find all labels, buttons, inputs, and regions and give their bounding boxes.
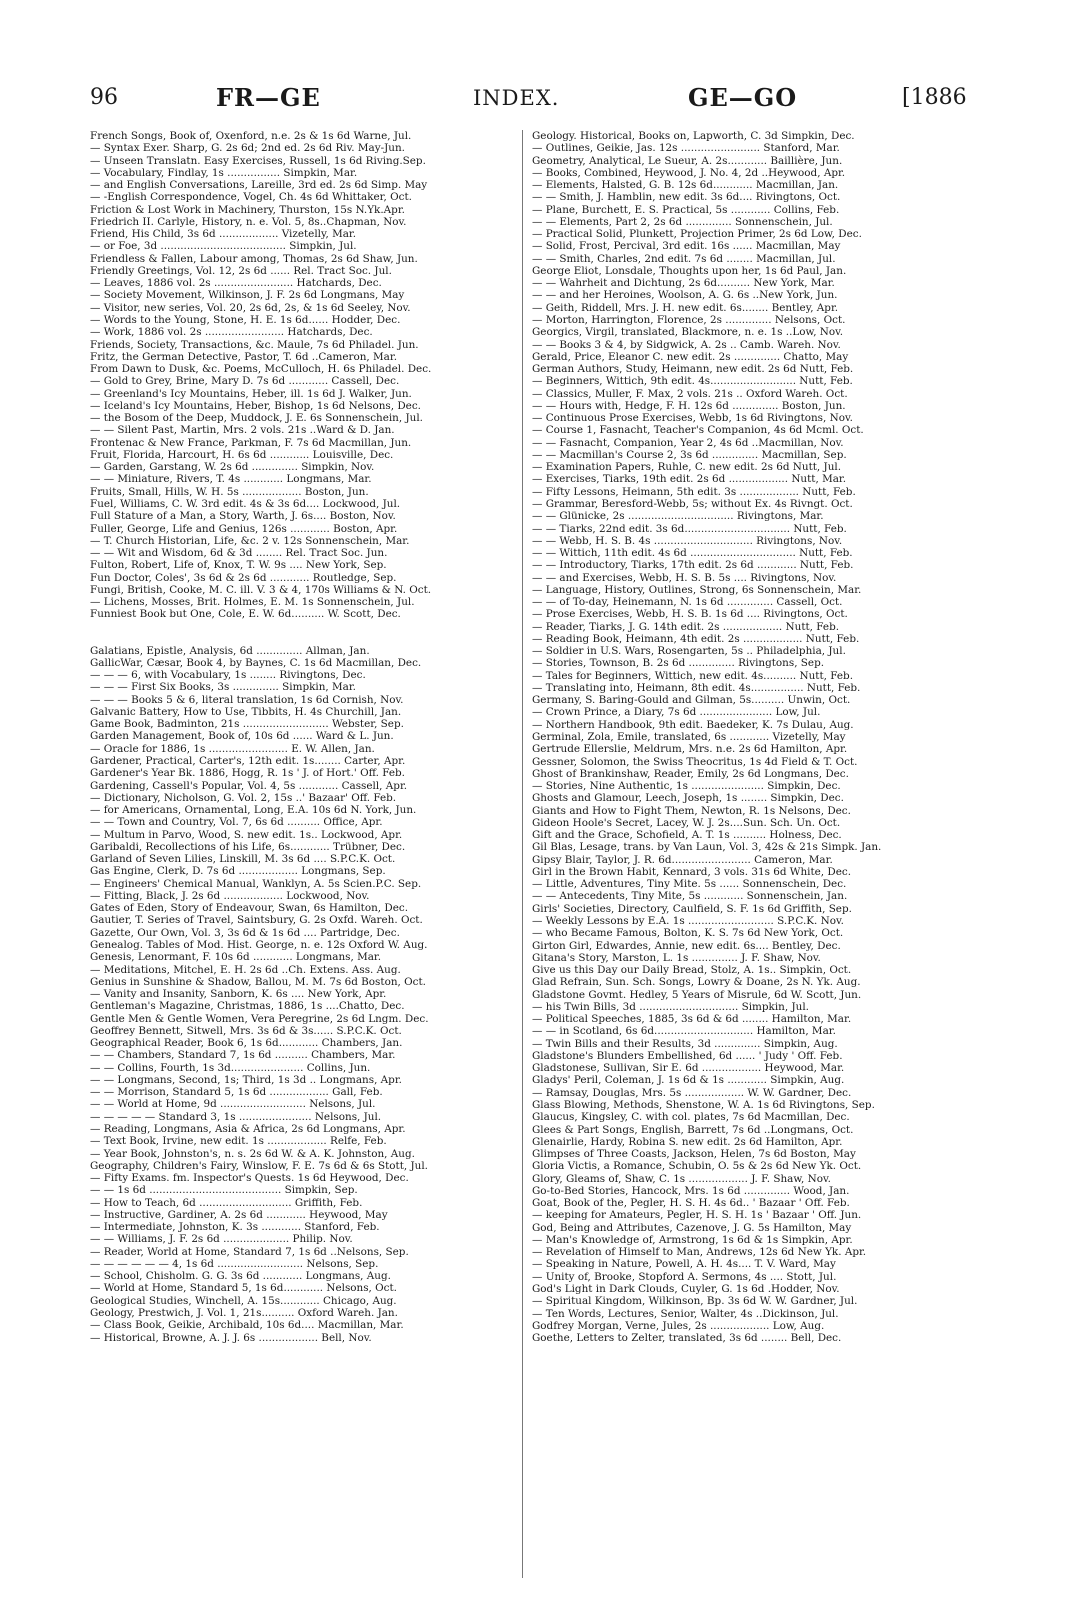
index-entry: — Solid, Frost, Percival, 3rd edit. 16s ...... Macmillan, May xyxy=(532,240,841,253)
index-entry: Galatians, Epistle, Analysis, 6d .............. Allman, Jan. xyxy=(90,644,370,657)
index-entry: Geology. Historical, Books on, Lapworth, C. 3d Simpkin, Dec. xyxy=(532,130,855,142)
page-number: 96 xyxy=(90,85,118,110)
index-entry: Fruit, Florida, Harcourt, H. 6s 6d ............ Louisville, Dec. xyxy=(90,448,394,461)
index-entry: Godfrey Morgan, Verne, Jules, 2s .................. Low, Aug. xyxy=(532,1319,825,1332)
index-entry: — and English Conversations, Lareille, 3rd ed. 2s 6d Simp. May xyxy=(90,179,428,192)
left-column-ga-entries xyxy=(90,645,520,1344)
index-entry: — Meditations, Mitchel, E. H. 2s 6d ..Ch. Extens. Ass. Aug. xyxy=(90,963,401,976)
index-entry: — — and Exercises, Webb, H. S. B. 5s .... Rivingtons, Nov. xyxy=(532,571,837,584)
index-entry: — Grammar, Beresford-Webb, 5s; without Ex. 4s Rivngt. Oct. xyxy=(532,497,853,510)
index-entry: — — Miniature, Rivers, T. 4s ............ Longmans, Mar. xyxy=(90,473,372,486)
index-entry: — Multum in Parvo, Wood, S. new edit. 1s.. Lockwood, Apr. xyxy=(90,828,403,841)
index-entry: — — Antecedents, Tiny Mite, 5s ............ Sonnenschein, Jan. xyxy=(532,890,848,903)
index-entry: Gladstone Govmt. Hedley, 5 Years of Misrule, 6d W. Scott, Jun. xyxy=(532,988,862,1001)
index-entry: Fuller, George, Life and Genius, 126s ............ Boston, Apr. xyxy=(90,522,398,535)
section-gap xyxy=(90,621,520,645)
index-entry: Gladstone's Blunders Embellished, 6d ...... ' Judy ' Off. Feb. xyxy=(532,1049,843,1062)
index-entry: Galvanic Battery, How to Use, Tibbits, H. 4s Churchill, Jan. xyxy=(90,705,402,718)
index-entry: — — — Books 5 & 6, literal translation, 1s 6d Cornish, Nov. xyxy=(90,693,404,706)
index-entry: — Ten Words, Lectures, Senior, Walter, 4s ..Dickinson, Jul. xyxy=(532,1307,839,1320)
page-title: INDEX. xyxy=(473,86,560,110)
index-entry: — Language, History, Outlines, Strong, 6s Sonnenschein, Mar. xyxy=(532,583,862,596)
page-header xyxy=(90,82,967,118)
index-entry: — — Macmillan's Course 2, 3s 6d .............. Macmillan, Sep. xyxy=(532,448,847,461)
index-entry: Geoffrey Bennett, Sitwell, Mrs. 3s 6d & 3s...... S.P.C.K. Oct. xyxy=(90,1024,402,1037)
index-entry: Gideon Hoole's Secret, Lacey, W. J. 2s....Sun. Sch. Un. Oct. xyxy=(532,816,841,829)
index-entry: Friends, Society, Transactions, &c. Maule, 7s 6d Philadel. Jun. xyxy=(90,338,419,351)
index-entry: — Intermediate, Johnston, K. 3s ............ Stanford, Feb. xyxy=(90,1221,380,1234)
index-entry: Gautier, T. Series of Travel, Saintsbury, G. 2s Oxfd. Wareh. Oct. xyxy=(90,914,423,927)
index-entry: Fungi, British, Cooke, M. C. ill. V. 3 & 4, 170s Williams & N. Oct. xyxy=(90,583,432,596)
index-entry: — — — — — — 4, 1s 6d .......................... Nelsons, Sep. xyxy=(90,1257,379,1270)
index-entry: Gardening, Cassell's Popular, Vol. 4, 5s ............ Cassell, Apr. xyxy=(90,779,408,792)
index-entry: — — in Scotland, 6s 6d.............................. Hamilton, Mar. xyxy=(532,1025,836,1038)
index-entry: — Unseen Translatn. Easy Exercises, Russell, 1s 6d Riving.Sep. xyxy=(90,154,426,167)
index-entry: Garibaldi, Recollections of his Life, 6s............ Trübner, Dec. xyxy=(90,840,406,853)
index-entry: Glory, Gleams of, Shaw, C. 1s .................. J. F. Shaw, Nov. xyxy=(532,1172,831,1185)
index-entry: Ghosts and Glamour, Leech, Joseph, 1s ........ Simpkin, Dec. xyxy=(532,792,844,805)
index-entry: — Soldier in U.S. Wars, Rosengarten, 5s .. Philadelphia, Jul. xyxy=(532,645,846,658)
index-entry: — Stories, Townson, B. 2s 6d .............. Rivingtons, Sep. xyxy=(532,657,825,670)
index-entry: German Authors, Study, Heimann, new edit. 2s 6d Nutt, Feb. xyxy=(532,363,854,376)
index-entry: Genesis, Lenormant, F. 10s 6d ............ Longmans, Mar. xyxy=(90,951,382,964)
index-entry: — for Americans, Ornamental, Long, E.A. 10s 6d N. York, Jun. xyxy=(90,804,417,817)
index-entry: Gentleman's Magazine, Christmas, 1886, 1s ....Chatto, Dec. xyxy=(90,1000,405,1013)
index-entry: — Speaking in Nature, Powell, A. H. 4s.... T. V. Ward, May xyxy=(532,1258,836,1271)
index-entry: Garden Management, Book of, 10s 6d ...... Ward & L. Jun. xyxy=(90,730,394,743)
index-entry: — — and her Heroines, Woolson, A. G. 6s ..New York, Jun. xyxy=(532,289,838,302)
index-entry: Gladstonese, Sullivan, Sir E. 6d .................. Heywood, Mar. xyxy=(532,1062,845,1075)
index-entry: Glees & Part Songs, English, Barrett, 7s 6d ..Longmans, Oct. xyxy=(532,1123,854,1136)
index-entry: — Tales for Beginners, Wittich, new edit. 4s.......... Nutt, Feb. xyxy=(532,669,854,682)
index-entry: From Dawn to Dusk, &c. Poems, McCulloch, H. 6s Philadel. Dec. xyxy=(90,363,432,376)
index-entry: — Engineers' Chemical Manual, Wanklyn, A. 5s Scien.P.C. Sep. xyxy=(90,877,422,890)
index-entry: — Vanity and Insanity, Sanborn, K. 6s .... New York, Apr. xyxy=(90,988,387,1001)
index-entry: Girl in the Brown Habit, Kennard, 3 vols. 31s 6d White, Dec. xyxy=(532,865,851,878)
index-entry: — Translating into, Heimann, 8th edit. 4s................ Nutt, Feb. xyxy=(532,681,861,694)
index-entry: — Greenland's Icy Mountains, Heber, ill. 1s 6d J. Walker, Jun. xyxy=(90,387,412,400)
index-entry: Give us this Day our Daily Bread, Stolz, A. 1s.. Simpkin, Oct. xyxy=(532,964,852,977)
index-entry: Fun Doctor, Coles', 3s 6d & 2s 6d ............ Routledge, Sep. xyxy=(90,571,397,584)
index-entry: Gardener's Year Bk. 1886, Hogg, R. 1s ' J. of Hort.' Off. Feb. xyxy=(90,767,405,780)
index-entry: — Society Movement, Wilkinson, J. F. 2s 6d Longmans, May xyxy=(90,289,405,302)
index-entry: — Political Speeches, 1885, 3s 6d & 6d ........ Hamilton, Mar. xyxy=(532,1013,852,1026)
index-entry: Game Book, Badminton, 21s .......................... Webster, Sep. xyxy=(90,718,404,731)
index-entry: — Reader, World at Home, Standard 7, 1s 6d ..Nelsons, Sep. xyxy=(90,1245,409,1258)
index-entry: Geometry, Analytical, Le Sueur, A. 2s............ Baillière, Jun. xyxy=(532,154,843,167)
index-entry: — — 1s 6d ........................................ Simpkin, Sep. xyxy=(90,1184,358,1197)
index-entry: Glaucus, Kingsley, C. with col. plates, 7s 6d Macmillan, Dec. xyxy=(532,1111,850,1124)
left-range-heading: FR—GE xyxy=(216,83,321,112)
index-entry: — Beginners, Wittich, 9th edit. 4s.......................... Nutt, Feb. xyxy=(532,375,853,388)
index-entry: Geology, Prestwich, J. Vol. 1, 21s.......... Oxford Wareh. Jan. xyxy=(90,1306,398,1319)
index-entry: Fritz, the German Detective, Pastor, T. 6d ..Cameron, Mar. xyxy=(90,350,398,363)
left-column xyxy=(90,130,520,1344)
index-entry: French Songs, Book of, Oxenford, n.e. 2s & 1s 6d Warne, Jul. xyxy=(90,130,412,142)
index-entry: — Books, Combined, Heywood, J. No. 4, 2d ..Heywood, Apr. xyxy=(532,166,846,179)
index-entry: — Geith, Riddell, Mrs. J. H. new edit. 6s........ Bentley, Apr. xyxy=(532,301,839,314)
index-entry: Georgics, Virgil, translated, Blackmore, n. e. 1s ..Low, Nov. xyxy=(532,326,844,339)
index-entry: — Iceland's Icy Mountains, Heber, Bishop, 1s 6d Nelsons, Dec. xyxy=(90,399,421,412)
index-entry: — Reading Book, Heimann, 4th edit. 2s .................. Nutt, Feb. xyxy=(532,632,860,645)
index-entry: Gentle Men & Gentle Women, Vera Peregrine, 2s 6d Lngm. Dec. xyxy=(90,1012,429,1025)
index-entry: — Reader, Tiarks, J. G. 14th edit. 2s .................. Nutt, Feb. xyxy=(532,620,840,633)
index-entry: — How to Teach, 6d ............................ Griffith, Feb. xyxy=(90,1196,363,1209)
index-entry: Gazette, Our Own, Vol. 3, 3s 6d & 1s 6d .... Partridge, Dec. xyxy=(90,926,400,939)
index-entry: Fuel, Williams, C. W. 3rd edit. 4s & 3s 6d.... Lockwood, Jul. xyxy=(90,497,401,510)
index-entry: Full Stature of a Man, a Story, Warth, J. 6s.... Boston, Nov. xyxy=(90,510,396,523)
index-entry: — Instructive, Gardiner, A. 2s 6d ............ Heywood, May xyxy=(90,1208,388,1221)
index-entry: Goethe, Letters to Zelter, translated, 3s 6d ........ Bell, Dec. xyxy=(532,1332,842,1345)
index-entry: Friendly Greetings, Vol. 12, 2s 6d ...... Rel. Tract Soc. Jul. xyxy=(90,264,392,277)
index-entry: — Visitor, new series, Vol. 20, 2s 6d, 2s, & 1s 6d Seeley, Nov. xyxy=(90,301,411,314)
index-entry: — Unity of, Brooke, Stopford A. Sermons, 4s .... Stott, Jul. xyxy=(532,1270,837,1283)
index-entry: — Stories, Nine Authentic, 1s ...................... Simpkin, Dec. xyxy=(532,780,841,793)
index-entry: — — — First Six Books, 3s .............. Simpkin, Mar. xyxy=(90,681,356,694)
index-entry: Gessner, Solomon, the Swiss Theocritus, 1s 4d Field & T. Oct. xyxy=(532,755,858,768)
right-column-entries xyxy=(532,130,962,1344)
index-entry: Gil Blas, Lesage, trans. by Van Laun, Vol. 3, 42s & 21s Simpk. Jan. xyxy=(532,841,882,854)
index-entry: — Historical, Browne, A. J. J. 6s .................. Bell, Nov. xyxy=(90,1331,372,1344)
index-entry: — Gold to Grey, Brine, Mary D. 7s 6d ............ Cassell, Dec. xyxy=(90,375,400,388)
index-entry: Gladys' Peril, Coleman, J. 1s 6d & 1s ............ Simpkin, Aug. xyxy=(532,1074,845,1087)
index-entry: — Morton, Harrington, Florence, 2s .............. Nelsons, Oct. xyxy=(532,313,846,326)
index-entry: Gates of Eden, Story of Endeavour, Swan, 6s Hamilton, Dec. xyxy=(90,902,408,915)
index-entry: Go-to-Bed Stories, Hancock, Mrs. 1s 6d .............. Wood, Jan. xyxy=(532,1184,850,1197)
index-entry: — Twin Bills and their Results, 3d .............. Simpkin, Aug. xyxy=(532,1037,838,1050)
index-entry: — — Morrison, Standard 5, 1s 6d .................. Gall, Feb. xyxy=(90,1086,383,1099)
index-entry: — Weekly Lessons by E.A. 1s .......................... S.P.C.K. Nov. xyxy=(532,915,844,927)
index-entry: Glenairlie, Hardy, Robina S. new edit. 2s 6d Hamilton, Apr. xyxy=(532,1135,843,1148)
index-entry: God, Being and Attributes, Cazenove, J. G. 5s Hamilton, May xyxy=(532,1221,852,1234)
index-entry: — Course 1, Fasnacht, Teacher's Companion, 4s 6d Mcml. Oct. xyxy=(532,424,864,437)
index-entry: — — Elements, Part 2, 2s 6d .............. Sonnenschein, Jul. xyxy=(532,215,833,228)
index-entry: — Elements, Halsted, G. B. 12s 6d............ Macmillan, Jan. xyxy=(532,179,839,192)
index-entry: Gitana's Story, Marston, L. 1s .............. J. F. Shaw, Nov. xyxy=(532,951,821,964)
index-entry: — Revelation of Himself to Man, Andrews, 12s 6d New Yk. Apr. xyxy=(532,1246,867,1259)
index-entry: Friedrich II. Carlyle, History, n. e. Vol. 5, 8s..Chapman, Nov. xyxy=(90,215,407,228)
index-entry: — — Wit and Wisdom, 6d & 3d ........ Rel. Tract Soc. Jun. xyxy=(90,547,388,560)
index-entry: Friction & Lost Work in Machinery, Thurston, 15s N.Yk.Apr. xyxy=(90,203,405,216)
index-entry: — who Became Famous, Bolton, K. S. 7s 6d New York, Oct. xyxy=(532,927,844,940)
index-entry: — — Smith, Charles, 2nd edit. 7s 6d ........ Macmillan, Jul. xyxy=(532,252,836,265)
index-entry: Gas Engine, Clerk, D. 7s 6d .................. Longmans, Sep. xyxy=(90,865,386,878)
index-entry: — — Fasnacht, Companion, Year 2, 4s 6d ..Macmillan, Nov. xyxy=(532,436,844,449)
index-entry: Gardener, Practical, Carter's, 12th edit. 1s........ Carter, Apr. xyxy=(90,755,406,768)
index-entry: Glass Blowing, Methods, Shenstone, W. A. 1s 6d Rivingtons, Sep. xyxy=(532,1098,875,1111)
index-entry: — — Smith, J. Hamblin, new edit. 3s 6d.... Rivingtons, Oct. xyxy=(532,191,841,204)
index-entry: Friend, His Child, 3s 6d .................. Vizetelly, Mar. xyxy=(90,228,357,241)
left-column-fr-entries xyxy=(90,130,520,621)
index-entry: — School, Chisholm. G. G. 3s 6d ............ Longmans, Aug. xyxy=(90,1270,391,1283)
column-divider xyxy=(522,130,523,1578)
index-entry: — Leaves, 1886 vol. 2s ........................ Hatchards, Dec. xyxy=(90,277,382,290)
index-entry: — — Introductory, Tiarks, 17th edit. 2s 6d ............ Nutt, Feb. xyxy=(532,559,854,572)
index-entry: Geographical Reader, Book 6, 1s 6d............ Chambers, Jan. xyxy=(90,1037,403,1050)
index-entry: — — Wittich, 11th edit. 4s 6d ................................ Nutt, Feb. xyxy=(532,547,853,560)
index-entry: — World at Home, Standard 5, 1s 6d............ Nelsons, Oct. xyxy=(90,1282,397,1295)
index-entry: — Words to the Young, Stone, H. E. 1s 6d...... Hodder, Dec. xyxy=(90,313,401,326)
index-entry: — Fitting, Black, J. 2s 6d .................. Lockwood, Nov. xyxy=(90,889,370,902)
index-entry: — — Longmans, Second, 1s; Third, 1s 3d .. Longmans, Apr. xyxy=(90,1073,402,1086)
index-entry: — Examination Papers, Ruhle, C. new edit. 2s 6d Nutt, Jul. xyxy=(532,461,842,474)
index-entry: Girton Girl, Edwardes, Annie, new edit. 6s.... Bentley, Dec. xyxy=(532,939,841,952)
index-entry: Girls' Societies, Directory, Caulfield, S. F. 1s 6d Griffith, Sep. xyxy=(532,902,852,915)
index-entry: — the Bosom of the Deep, Muddock, J. E. 6s Sonnenschein, Jul. xyxy=(90,412,423,425)
index-entry: — — Silent Past, Martin, Mrs. 2 vols. 21s ..Ward & D. Jan. xyxy=(90,424,395,437)
index-entry: — — World at Home, 9d .......................... Nelsons, Jul. xyxy=(90,1098,376,1111)
index-entry: Gipsy Blair, Taylor, J. R. 6d........................ Cameron, Mar. xyxy=(532,853,833,866)
index-entry: — — Tiarks, 22nd edit. 3s 6d................................ Nutt, Feb. xyxy=(532,522,847,535)
index-entry: — — of To-day, Heinemann, N. 1s 6d .............. Cassell, Oct. xyxy=(532,596,843,609)
index-entry: — — Books 3 & 4, by Sidgwick, A. 2s .. Camb. Wareh. Nov. xyxy=(532,338,841,351)
index-entry: Garland of Seven Lilies, Linskill, M. 3s 6d .... S.P.C.K. Oct. xyxy=(90,853,396,866)
index-entry: Gertrude Ellerslie, Meldrum, Mrs. n.e. 2s 6d Hamilton, Apr. xyxy=(532,743,848,756)
index-entry: — Reading, Longmans, Asia & Africa, 2s 6d Longmans, Apr. xyxy=(90,1122,406,1135)
index-entry: Ghost of Brankinshaw, Reader, Emily, 2s 6d Longmans, Dec. xyxy=(532,767,849,780)
index-entry: — — Chambers, Standard 7, 1s 6d .......... Chambers, Mar. xyxy=(90,1049,396,1062)
index-entry: Glad Refrain, Sun. Sch. Songs, Lowry & Doane, 2s N. Yk. Aug. xyxy=(532,976,861,989)
index-entry: — Spiritual Kingdom, Wilkinson, Bp. 3s 6d W. W. Gardner, Jul. xyxy=(532,1295,858,1308)
index-entry: Giants and How to Fight Them, Newton, R. 1s Nelsons, Dec. xyxy=(532,804,851,817)
index-entry: — Year Book, Johnston's, n. s. 2s 6d W. & A. K. Johnston, Aug. xyxy=(90,1147,415,1160)
index-entry: Genius in Sunshine & Shadow, Ballou, M. M. 7s 6d Boston, Oct. xyxy=(90,975,426,988)
index-entry: Genealog. Tables of Mod. Hist. George, n. e. 12s Oxford W. Aug. xyxy=(90,939,428,951)
index-entry: — Vocabulary, Findlay, 1s ................ Simpkin, Mar. xyxy=(90,166,358,179)
index-entry: — Plane, Burchett, E. S. Practical, 5s ............ Collins, Feb. xyxy=(532,203,840,216)
index-entry: — — — — — Standard 3, 1s ...................... Nelsons, Jul. xyxy=(90,1110,382,1123)
index-entry: — — Glünicke, 2s ................................ Rivingtons, Mar. xyxy=(532,510,824,523)
right-range-heading: GE—GO xyxy=(688,83,798,112)
index-entry: Friendless & Fallen, Labour among, Thomas, 2s 6d Shaw, Jun. xyxy=(90,252,418,265)
index-entry: — Dictionary, Nicholson, G. Vol. 2, 15s ..' Bazaar' Off. Feb. xyxy=(90,791,397,804)
index-entry: — — — 6, with Vocabulary, 1s ........ Rivingtons, Dec. xyxy=(90,669,366,682)
index-entry: — Exercises, Tiarks, 19th edit. 2s 6d .................. Nutt, Mar. xyxy=(532,473,847,486)
index-entry: — Northern Handbook, 9th edit. Baedeker, K. 7s Dulau, Aug. xyxy=(532,718,854,731)
index-entry: Gloria Victis, a Romance, Schubin, O. 5s & 2s 6d New Yk. Oct. xyxy=(532,1160,862,1173)
index-entry: — or Foe, 3d ...................................... Simpkin, Jul. xyxy=(90,240,357,253)
index-entry: — — Webb, H. S. B. 4s .............................. Rivingtons, Nov. xyxy=(532,534,843,547)
index-entry: — Class Book, Geikie, Archibald, 10s 6d.... Macmillan, Mar. xyxy=(90,1319,404,1332)
index-entry: — — Collins, Fourth, 1s 3d...................... Collins, Jun. xyxy=(90,1061,371,1074)
index-entry: — Oracle for 1886, 1s ........................ E. W. Allen, Jan. xyxy=(90,742,375,755)
index-entry: — Garden, Garstang, W. 2s 6d .............. Simpkin, Nov. xyxy=(90,461,375,474)
index-entry: — Prose Exercises, Webb, H. S. B. 1s 6d .... Rivingtons, Oct. xyxy=(532,608,848,621)
year-heading: [1886 xyxy=(902,85,967,110)
index-entry: Germany, S. Baring-Gould and Gilman, 5s.......... Unwin, Oct. xyxy=(532,694,851,707)
index-entry: Fruits, Small, Hills, W. H. 5s .................. Boston, Jun. xyxy=(90,485,369,498)
index-entry: — Lichens, Mosses, Brit. Holmes, E. M. 1s Sonnenschein, Jul. xyxy=(90,596,415,609)
index-entry: — Ramsay, Douglas, Mrs. 5s .................. W. W. Gardner, Dec. xyxy=(532,1086,852,1099)
index-entry: — Outlines, Geikie, Jas. 12s ........................ Stanford, Mar. xyxy=(532,142,840,155)
index-entry: — Crown Prince, a Diary, 7s 6d ...................... Low, Jul. xyxy=(532,706,821,719)
index-entry: Geological Studies, Winchell, A. 15s............ Chicago, Aug. xyxy=(90,1294,397,1307)
index-entry: — Practical Solid, Plunkett, Projection Primer, 2s 6d Low, Dec. xyxy=(532,228,862,241)
index-entry: — -English Correspondence, Vogel, Ch. 4s 6d Whittaker, Oct. xyxy=(90,191,412,204)
index-entry: — Syntax Exer. Sharp, G. 2s 6d; 2nd ed. 2s 6d Riv. May-Jun. xyxy=(90,142,405,155)
index-entry: — — Williams, J. F. 2s 6d .................... Philip. Nov. xyxy=(90,1233,353,1246)
index-entry: Glimpses of Three Coasts, Jackson, Helen, 7s 6d Boston, May xyxy=(532,1148,856,1161)
index-entry: — — Wahrheit and Dichtung, 2s 6d.......... New York, Mar. xyxy=(532,277,835,290)
index-entry: — Classics, Muller, F. Max, 2 vols. 21s .. Oxford Wareh. Oct. xyxy=(532,387,848,400)
index-entry: — Text Book, Irvine, new edit. 1s .................. Relfe, Feb. xyxy=(90,1135,387,1148)
index-entry: Funniest Book but One, Cole, E. W. 6d.......... W. Scott, Dec. xyxy=(90,608,401,621)
index-entry: Gerald, Price, Eleanor C. new edit. 2s .............. Chatto, May xyxy=(532,350,849,363)
index-entry: — keeping for Amateurs, Pegler, H. S. H. 1s ' Bazaar ' Off. Jun. xyxy=(532,1209,862,1222)
index-entry: — Little, Adventures, Tiny Mite. 5s ...... Sonnenschein, Dec. xyxy=(532,878,847,891)
index-entry: — Man's Knowledge of, Armstrong, 1s 6d & 1s Simpkin, Apr. xyxy=(532,1233,853,1246)
index-entry: Frontenac & New France, Parkman, F. 7s 6d Macmillan, Jun. xyxy=(90,436,412,449)
index-entry: GallicWar, Cæsar, Book 4, by Baynes, C. 1s 6d Macmillan, Dec. xyxy=(90,656,422,669)
index-entry: Fulton, Robert, Life of, Knox, T. W. 9s .... New York, Sep. xyxy=(90,559,387,572)
index-entry: Germinal, Zola, Emile, translated, 6s ............ Vizetelly, May xyxy=(532,731,846,744)
index-entry: — T. Church Historian, Life, &c. 2 v. 12s Sonnenschein, Mar. xyxy=(90,534,410,547)
index-entry: George Eliot, Lonsdale, Thoughts upon her, 1s 6d Paul, Jan. xyxy=(532,264,847,277)
index-entry: — — Hours with, Hedge, F. H. 12s 6d .............. Boston, Jun. xyxy=(532,399,846,412)
index-entry: Goat, Book of the, Pegler, H. S. H. 4s 6d.. ' Bazaar ' Off. Feb. xyxy=(532,1197,850,1210)
index-entry: — — Town and Country, Vol. 7, 6s 6d .......... Office, Apr. xyxy=(90,816,383,829)
right-column xyxy=(532,130,962,1344)
index-entry: Geography, Children's Fairy, Winslow, F. E. 7s 6d & 6s Stott, Jul. xyxy=(90,1159,428,1172)
index-entry: — Fifty Lessons, Heimann, 5th edit. 3s .................. Nutt, Feb. xyxy=(532,485,856,498)
index-entry: — Work, 1886 vol. 2s ........................ Hatchards, Dec. xyxy=(90,326,373,339)
index-entry: — his Twin Bills, 3d .............................. Simpkin, Jul. xyxy=(532,1000,809,1013)
index-entry: — Continuous Prose Exercises, Webb, 1s 6d Rivingtons, Nov. xyxy=(532,412,853,425)
index-entry: God's Light in Dark Clouds, Cuyler, G. 1s 6d .Hodder, Nov. xyxy=(532,1282,840,1295)
index-entry: — Fifty Exams. fm. Inspector's Quests. 1s 6d Heywood, Dec. xyxy=(90,1172,409,1185)
index-entry: Gift and the Grace, Schofield, A. T. 1s .......... Holness, Dec. xyxy=(532,829,842,842)
